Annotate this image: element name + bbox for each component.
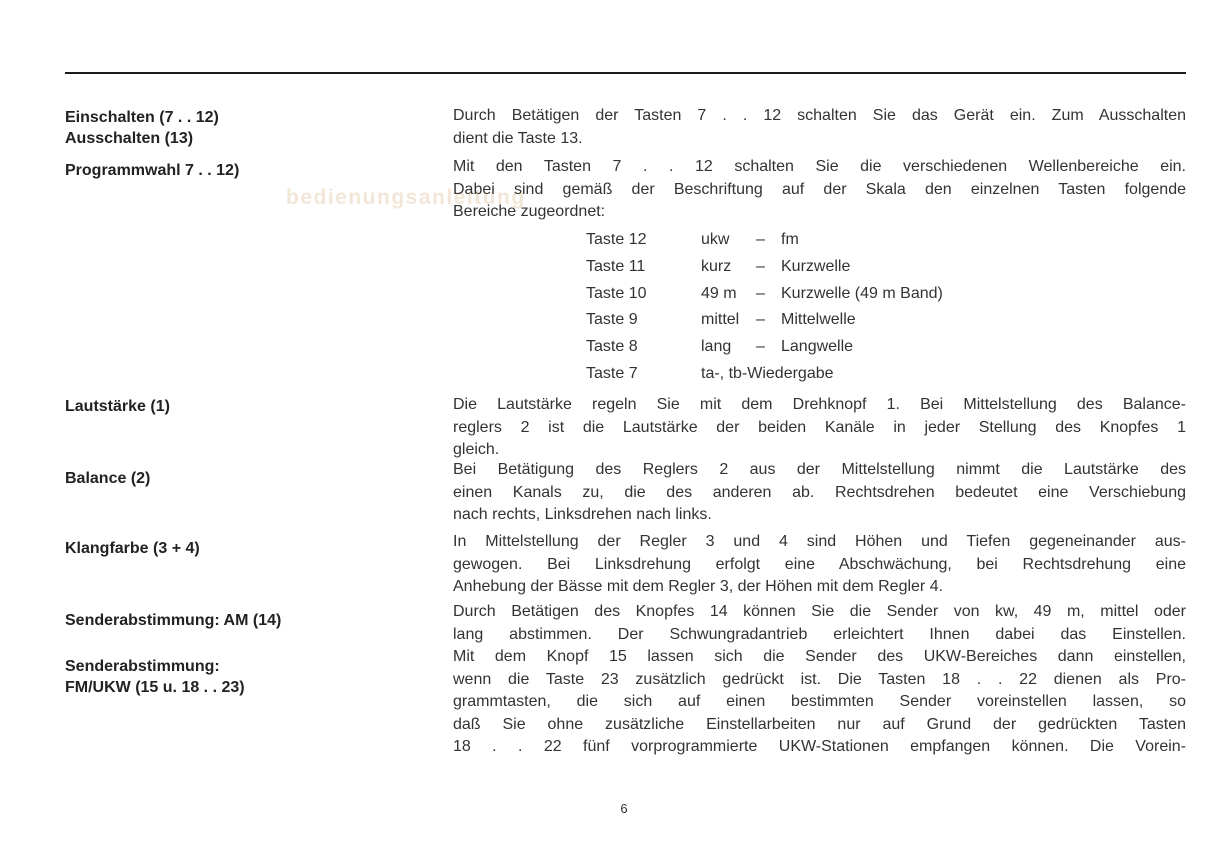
text-line: Durch Betätigen der Tasten 7 . . 12 schalten Sie das Gerät ein. Zum Ausschalten [453, 107, 1186, 124]
text-line: lang abstimmen. Der Schwungradantrieb erleichtert Ihnen dabei das Einstellen. [453, 625, 1186, 643]
text-line: daß Sie ohne zusätzliche Einstellarbeiten nur auf Grund der gedrückten Tasten [453, 715, 1186, 733]
dash: – [756, 311, 765, 329]
text-line: gewogen. Bei Linksdrehung erfolgt eine Abschwächung, bei Rechtsdrehung eine [453, 555, 1186, 573]
text-line: Anhebung der Bässe mit dem Regler 3, der Höhen mit dem Regler 4. [453, 578, 944, 595]
text-line: 18 . . 22 fünf vorprogrammierte UKW-Stationen empfangen können. Die Vorein- [453, 738, 1186, 755]
text-line: Bei Betätigung des Reglers 2 aus der Mittelstellung nimmt die Lautstärke des [453, 461, 1186, 478]
band-desc: Langwelle [781, 338, 854, 356]
side-label: Ausschalten (13) [65, 130, 194, 147]
text-line: einen Kanals zu, die des anderen ab. Rechtsdrehen bedeutet eine Verschiebung [453, 483, 1186, 501]
band-abbr: 49 m [701, 284, 737, 302]
key-row [586, 361, 1106, 388]
key-assignment-table [586, 227, 1106, 388]
key-row [586, 307, 1106, 334]
key-row [586, 254, 1106, 281]
side-label: Klangfarbe (3 + 4) [65, 540, 200, 557]
text-line: gleich. [453, 441, 500, 458]
dash: – [756, 338, 765, 356]
side-label: Balance (2) [65, 470, 151, 487]
dash: – [756, 284, 765, 302]
side-label: Senderabstimmung: [65, 658, 220, 675]
band-desc: Kurzwelle (49 m Band) [781, 284, 943, 302]
text-line: dient die Taste 13. [453, 129, 583, 147]
page-number: 6 [620, 801, 628, 816]
side-label: Programmwahl 7 . . 12) [65, 162, 240, 179]
label-einschalten [65, 107, 219, 149]
band-abbr: lang [701, 338, 732, 356]
text-line: Bereiche zugeordnet: [453, 203, 606, 220]
text-line: reglers 2 ist die Lautstärke der beiden Kanäle in jeder Stellung des Knopfes 1 [453, 418, 1186, 436]
text-line: Durch Betätigen des Knopfes 14 können Sie die Sender von kw, 49 m, mittel oder [453, 603, 1186, 620]
key-row [586, 227, 1106, 254]
key-label: Taste 12 [586, 231, 647, 248]
label-senderabstimmung-am [65, 610, 281, 631]
side-label: FM/UKW (15 u. 18 . . 23) [65, 679, 245, 696]
key-row [586, 334, 1106, 361]
band-desc: ta-, tb-Wiedergabe [701, 364, 834, 382]
band-desc: Kurzwelle [781, 257, 851, 275]
key-label: Taste 8 [586, 338, 638, 356]
paragraph-einschalten [453, 105, 1186, 150]
band-abbr: ukw [701, 231, 730, 248]
label-lautstaerke [65, 396, 170, 417]
side-label: Einschalten (7 . . 12) [65, 109, 219, 126]
key-label: Taste 10 [586, 284, 647, 302]
text-line: wenn die Taste 23 zusätzlich gedrückt ist. Die Tasten 18 . . 22 dienen als Pro- [453, 670, 1186, 688]
paragraph-klangfarbe [453, 531, 1186, 599]
header-rule [65, 72, 1186, 74]
side-label: Lautstärke (1) [65, 398, 170, 415]
dash: – [756, 231, 765, 248]
text-line: nach rechts, Linksdrehen nach links. [453, 506, 712, 523]
label-senderabstimmung-fm [65, 656, 245, 698]
band-abbr: mittel [701, 311, 740, 329]
text-line: In Mittelstellung der Regler 3 und 4 sind Höhen und Tiefen gegeneinander aus- [453, 533, 1186, 550]
key-row [586, 281, 1106, 308]
label-klangfarbe [65, 538, 200, 559]
text-line: Dabei sind gemäß der Beschriftung auf der Skala den einzelnen Tasten folgende [453, 180, 1186, 198]
paragraph-senderabstimmung [453, 601, 1186, 759]
text-line: grammtasten, die sich auf einen bestimmten Sender voreinstellen lassen, so [453, 693, 1186, 710]
text-line: Mit den Tasten 7 . . 12 schalten Sie die verschiedenen Wellenbereiche ein. [453, 158, 1186, 175]
text-line: Die Lautstärke regeln Sie mit dem Drehknopf 1. Bei Mittelstellung des Balance- [453, 396, 1186, 413]
band-desc: fm [781, 231, 799, 248]
key-label: Taste 9 [586, 311, 638, 329]
paragraph-balance [453, 459, 1186, 527]
key-label: Taste 7 [586, 364, 638, 382]
paragraph-lautstaerke [453, 394, 1186, 462]
key-label: Taste 11 [586, 257, 646, 275]
band-desc: Mittelwelle [781, 311, 856, 329]
watermark: bedienungsanleitung [286, 186, 526, 209]
paragraph-programmwahl [453, 156, 1186, 224]
band-abbr: kurz [701, 257, 732, 275]
side-label: Senderabstimmung: AM (14) [65, 612, 282, 629]
text-line: Mit dem Knopf 15 lassen sich die Sender des UKW-Bereiches dann einstellen, [453, 648, 1186, 665]
label-balance [65, 468, 150, 489]
label-programmwahl [65, 160, 239, 181]
dash: – [756, 257, 765, 275]
